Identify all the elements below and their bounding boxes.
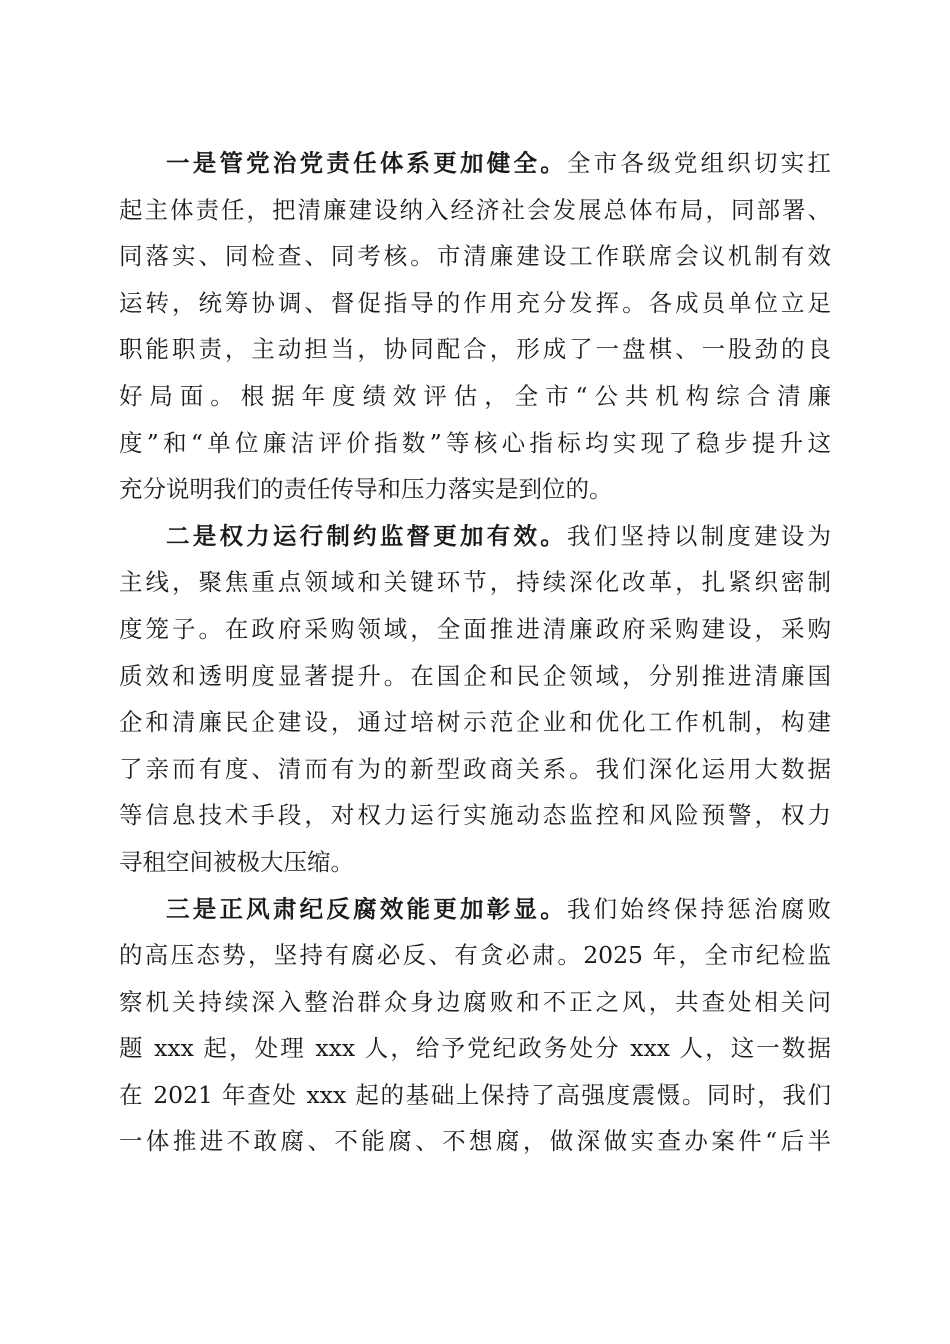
paragraph-1-line-1 [119, 140, 831, 187]
paragraph-1-line-7: 度”和“单位廉洁评价指数”等核心指标均实现了稳步提升这 [119, 428, 831, 457]
paragraph-1-line-3: 同落实、同检查、同考核。市清廉建设工作联席会议机制有效 [119, 242, 831, 271]
paragraph-1-line-6: 好局面。根据年度绩效评估，全市“公共机构综合清廉 [119, 381, 831, 410]
paragraph-2-line-2: 主线，聚焦重点领域和关键环节，持续深化改革，扎紧织密制 [119, 568, 831, 597]
paragraph-2-line-5: 企和清廉民企建设，通过培树示范企业和优化工作机制，构建 [119, 708, 831, 737]
paragraph-3-lead: 三是正风肃纪反腐效能更加彰显。 [166, 894, 567, 923]
paragraph-2-line-3: 度笼子。在政府采购领域，全面推进清廉政府采购建设，采购 [119, 614, 831, 643]
paragraph-3-line-2: 的高压态势，坚持有腐必反、有贪必肃。2025 年，全市纪检监 [119, 941, 831, 970]
document-body [119, 140, 831, 1165]
paragraph-3-line-4: 题 xxx 起，处理 xxx 人，给予党纪政务处分 xxx 人，这一数据 [119, 1034, 831, 1063]
paragraph-3-line-3: 察机关持续深入整治群众身边腐败和不正之风，共查处相关问 [119, 987, 831, 1016]
paragraph-1-line-5: 职能职责，主动担当，协同配合，形成了一盘棋、一股劲的良 [119, 335, 831, 364]
paragraph-1-line-8: 充分说明我们的责任传导和压力落实是到位的。 [119, 475, 613, 504]
paragraph-2-line-8: 寻租空间被极大压缩。 [119, 847, 354, 876]
paragraph-2-text: 我们坚持以制度建设为 [566, 521, 831, 550]
paragraph-2-line-6: 了亲而有度、清而有为的新型政商关系。我们深化运用大数据 [119, 754, 831, 783]
paragraph-3-line-5: 在 2021 年查处 xxx 起的基础上保持了高强度震慑。同时，我们 [119, 1080, 831, 1109]
paragraph-2-line-1 [119, 513, 831, 560]
paragraph-2-line-4: 质效和透明度显著提升。在国企和民企领域，分别推进清廉国 [119, 661, 831, 690]
paragraph-3-line-6: 一体推进不敢腐、不能腐、不想腐，做深做实查办案件“后半 [119, 1127, 831, 1156]
paragraph-2-line-7: 等信息技术手段，对权力运行实施动态监控和风险预警，权力 [119, 801, 831, 830]
paragraph-1-line-2: 起主体责任，把清廉建设纳入经济社会发展总体布局，同部署、 [119, 195, 831, 224]
paragraph-1-line-4: 运转，统筹协调、督促指导的作用充分发挥。各成员单位立足 [119, 288, 831, 317]
paragraph-2-lead: 二是权力运行制约监督更加有效。 [166, 521, 567, 550]
paragraph-1-text: 全市各级党组织切实扛 [566, 149, 831, 177]
paragraph-3-text: 我们始终保持惩治腐败 [566, 894, 831, 923]
paragraph-3-line-1 [119, 886, 831, 933]
paragraph-1-lead: 一是管党治党责任体系更加健全。 [166, 149, 567, 177]
